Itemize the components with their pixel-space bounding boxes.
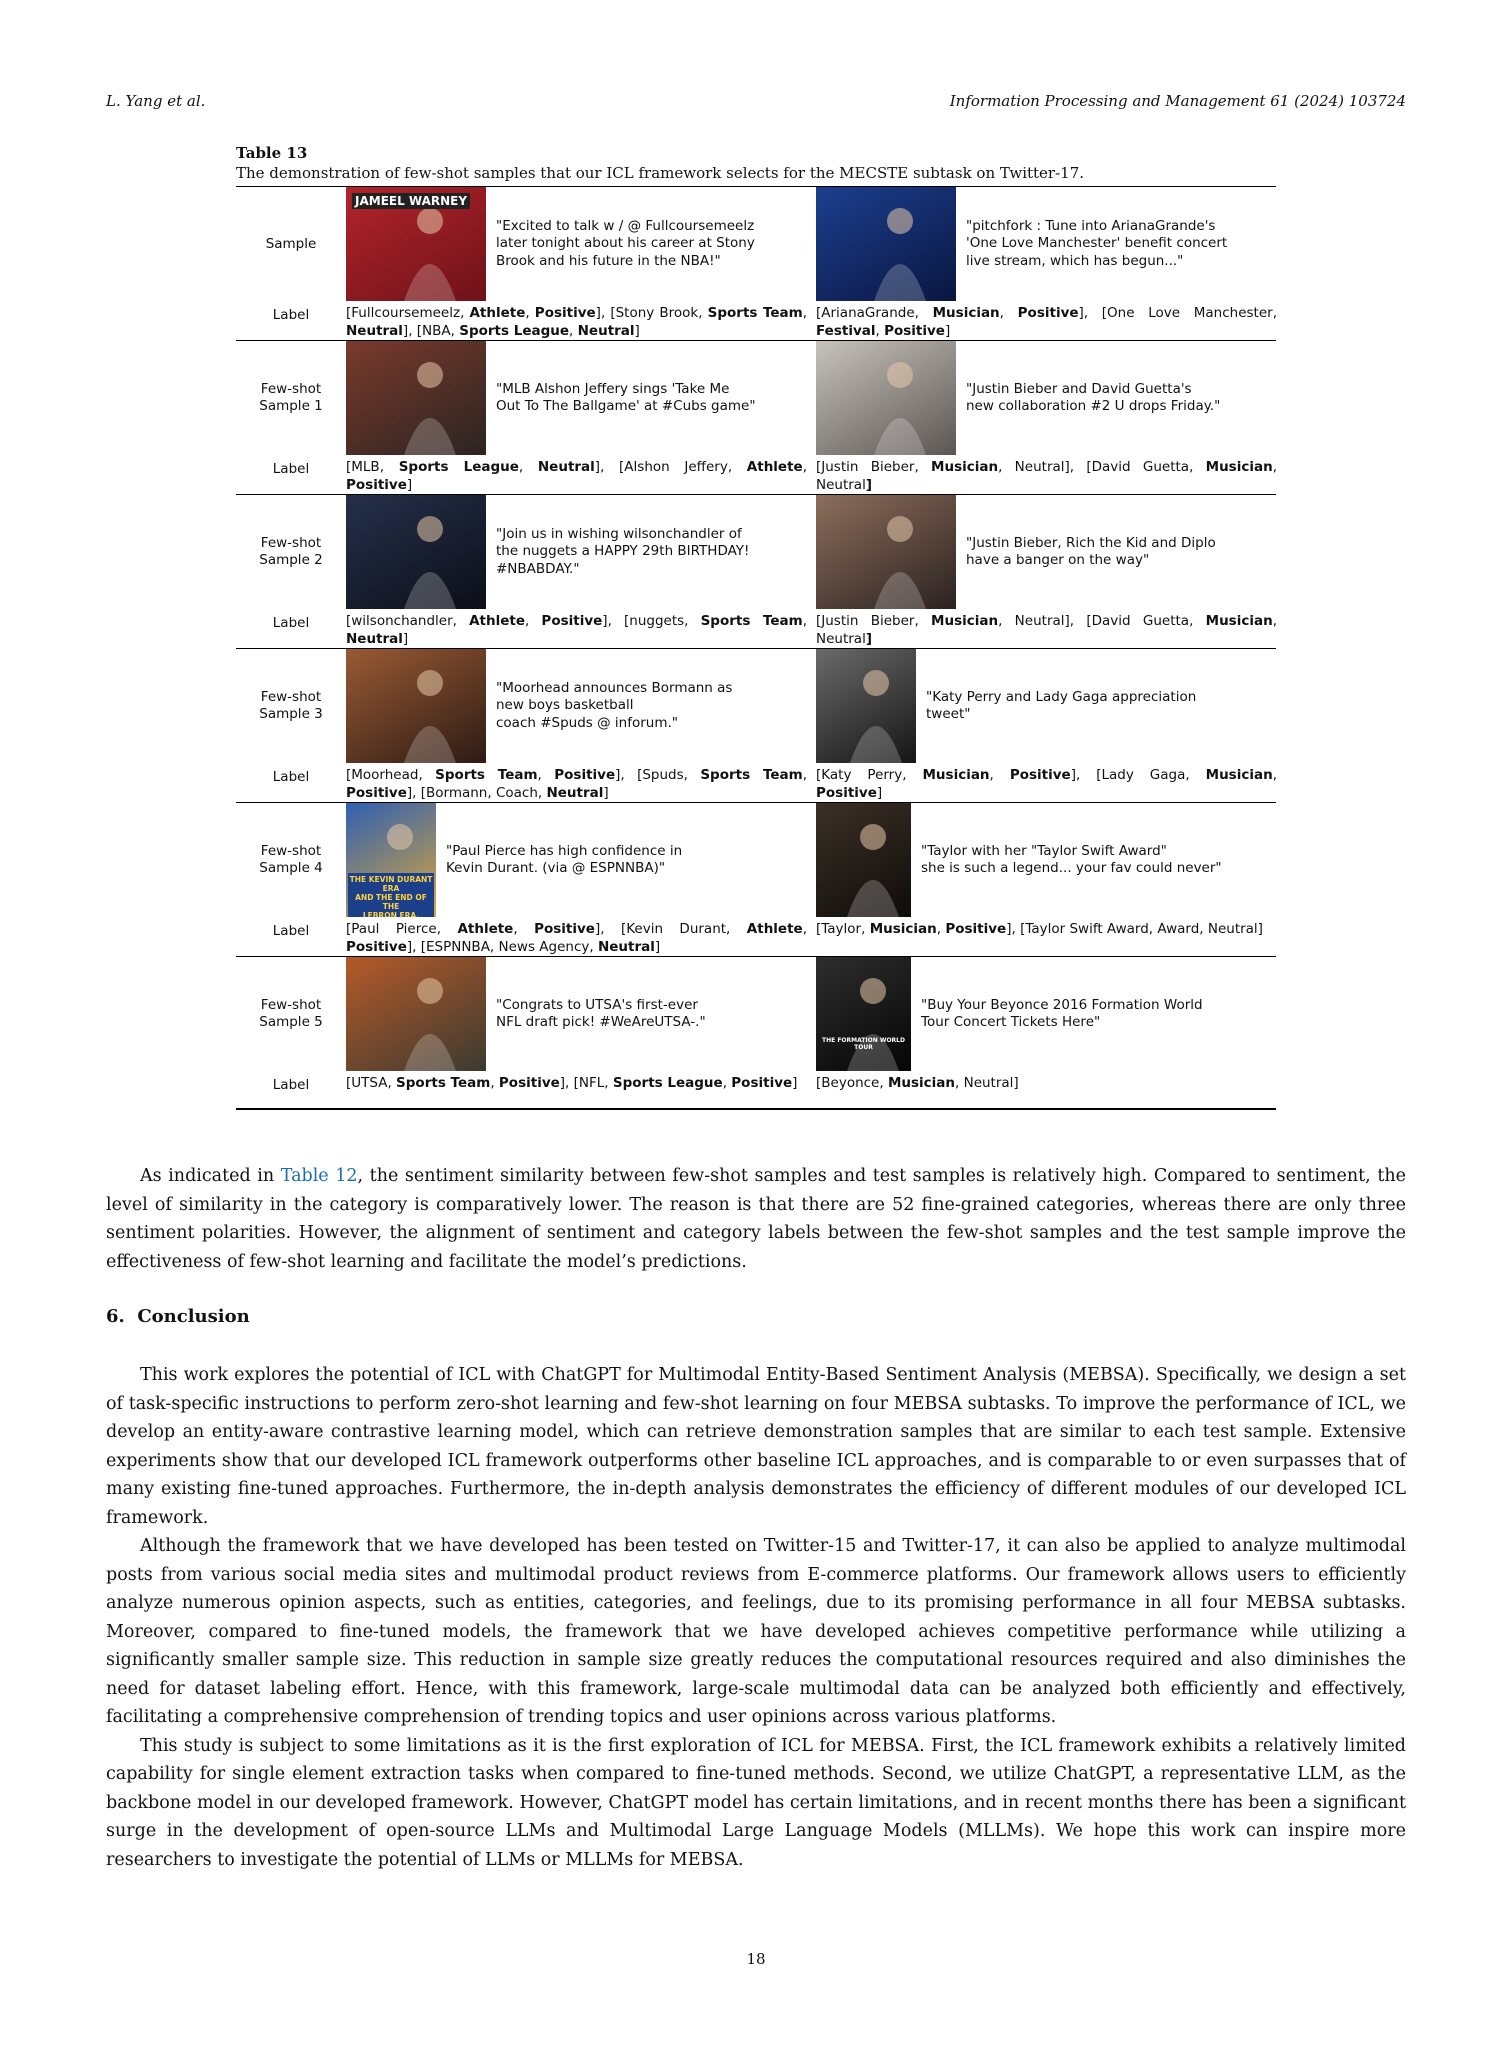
tweet-content: "Justin Bieber and David Guetta's new collaboration #2 U drops Friday."	[966, 380, 1221, 414]
tweet-content: "Moorhead announces Bormann as new boys basketball coach #Spuds @ inforum."	[496, 679, 733, 731]
running-head	[106, 92, 1406, 116]
sample-row	[236, 187, 1276, 301]
label-keyword: Positive	[884, 322, 945, 339]
label-segment: [Beyonce,	[816, 1075, 888, 1091]
label-keyword: Athlete	[469, 305, 526, 321]
label-segment: ], [Kevin Durant,	[594, 921, 747, 937]
label-keyword: Athlete	[746, 459, 803, 475]
photo-silhouette	[816, 649, 916, 763]
photo-silhouette	[346, 341, 486, 455]
photo-silhouette	[346, 649, 486, 763]
photo-silhouette	[816, 495, 956, 609]
singer-with-award-image	[816, 803, 911, 917]
label-segment: ]	[792, 1075, 798, 1091]
table-caption: The demonstration of few-shot samples that our ICL framework selects for the MECSTE subtask on Twitter-17.	[236, 164, 1085, 182]
row-head: Few-shot Sample 2	[259, 535, 323, 568]
label-segment: ], [NFL,	[559, 1075, 613, 1091]
conclusion-paragraph-2: Although the framework that we have developed has been tested on Twitter-15 and Twitter-17, it can also be applied to analyze multimodal posts from various social media sites and multimodal product reviews from E-commerce platforms. Our framework allows users to efficiently analyze numerous opinion aspects, such as entities, categories, and feelings, due to its promising performance in all four MEBSA subtasks. Moreover, compared to fine-tuned models, the framework that we have developed achieves competitive performance while utilizing a significantly smaller sample size. This reduction in sample size greatly reduces the computational resources required and also diminishes the need for dataset labeling effort. Hence, with this framework, large-scale multimodal data can be analyzed both efficiently and effectively, facilitating a comprehensive comprehension of trending topics and user opinions across various platforms.	[106, 1536, 1406, 1727]
concert-tour-poster-image	[816, 957, 911, 1071]
tweet-content: "MLB Alshon Jeffery sings 'Take Me Out To The Ballgame' at #Cubs game"	[496, 380, 756, 414]
label-row	[236, 301, 1276, 340]
photo-silhouette	[816, 803, 911, 917]
table-title: Table 13	[236, 144, 308, 162]
sample-cell-left	[346, 495, 811, 609]
para1-text-start: As indicated in	[140, 1166, 281, 1186]
label-keyword: Musician	[887, 1075, 956, 1091]
label-segment: ,	[802, 613, 807, 629]
photo-silhouette	[346, 957, 486, 1071]
tweet-content: "Justin Bieber, Rich the Kid and Diplo have a banger on the way"	[966, 534, 1216, 568]
label-head: Label	[272, 461, 310, 477]
label-keyword: Neutral	[346, 322, 403, 339]
label-head: Label	[272, 307, 310, 323]
tweet-text	[956, 495, 1281, 609]
paragraph-table-discussion	[106, 1162, 1406, 1276]
sample-row	[236, 649, 1276, 763]
row-head: Few-shot Sample 1	[259, 381, 323, 414]
three-musicians-collage-image	[816, 495, 956, 609]
label-keyword: Sports Team	[700, 767, 803, 783]
label-segment: ], [ESPNNBA, News Agency,	[406, 938, 598, 955]
tweet-content: "Taylor with her "Taylor Swift Award" she is such a legend... your fav could never"	[921, 842, 1222, 876]
running-head-authors: L. Yang et al.	[106, 92, 206, 110]
label-text-right	[816, 609, 1281, 648]
label-keyword: Neutral	[537, 459, 595, 475]
label-row	[236, 609, 1276, 648]
photo-silhouette	[816, 187, 956, 301]
label-keyword: Positive	[346, 784, 407, 801]
label-row	[236, 917, 1276, 956]
label-segment: [Justin Bieber,	[816, 613, 932, 629]
sample-cell-right	[816, 341, 1281, 455]
photo-silhouette	[816, 341, 956, 455]
label-keyword: Positive	[346, 938, 407, 955]
label-segment: ,	[802, 767, 807, 783]
label-keyword: Positive	[554, 767, 616, 783]
sample-cell-right	[816, 957, 1281, 1071]
label-text-right	[816, 455, 1281, 494]
label-segment: ]	[402, 630, 409, 647]
tweet-text	[436, 803, 811, 917]
tweet-content: "pitchfork : Tune into ArianaGrande's 'One Love Manchester' benefit concert live stream, which has begun..."	[966, 217, 1228, 269]
label-keyword: Athlete	[457, 921, 514, 937]
label-keyword: Positive	[346, 476, 407, 493]
conclusion-body	[106, 1361, 1406, 1874]
label-segment: , Neutral	[816, 459, 1277, 493]
singer-on-stage-image	[816, 187, 956, 301]
label-keyword: Athlete	[746, 921, 803, 937]
label-segment: [MLB,	[346, 459, 399, 475]
label-text-left	[346, 455, 811, 494]
label-segment: ], [Lady Gaga,	[1070, 767, 1206, 783]
label-segment: ,	[513, 921, 535, 937]
section-heading	[106, 1306, 250, 1327]
label-row	[236, 1071, 1276, 1108]
label-keyword: ]	[865, 630, 872, 647]
label-segment: ], [Taylor Swift Award, Award, Neutral]	[1006, 921, 1263, 937]
poster-tour-text: THE FORMATION WORLD TOUR	[822, 1037, 905, 1051]
poster-headline-line: THE KEVIN DURANT ERA	[349, 875, 433, 893]
label-keyword: Musician	[1205, 767, 1273, 783]
football-players-image	[346, 341, 486, 455]
row-head: Few-shot Sample 4	[259, 843, 323, 876]
label-keyword: ]	[865, 476, 872, 493]
conclusion-paragraph-3: This study is subject to some limitations as it is the first exploration of ICL for MEBSA. First, the ICL framework exhibits a relatively limited capability for single element extraction tasks when compared to fine-tuned methods. Second, we utilize ChatGPT, a representative LLM, as the backbone model in our developed framework. However, ChatGPT model has certain limitations, and in recent months there has been a significant surge in the development of open-source LLMs and Multimodal Large Language Models (MLLMs). We hope this work can inspire more researchers to investigate the potential of LLMs or MLLMs for MEBSA.	[106, 1735, 1406, 1870]
poster-headline-line: LEBRON ERA.	[362, 911, 420, 917]
label-segment: ], [nuggets,	[602, 613, 701, 629]
label-text-left	[346, 301, 811, 340]
label-keyword: Neutral	[346, 630, 403, 647]
label-segment: ,	[537, 767, 555, 783]
sample-cell-left	[346, 649, 811, 763]
tweet-text	[911, 803, 1281, 917]
label-keyword: Positive	[1017, 305, 1079, 321]
poster-headline-line: AND THE END OF THE	[355, 893, 427, 911]
label-head: Label	[272, 615, 310, 631]
label-text-right	[816, 301, 1281, 340]
label-keyword: Athlete	[469, 613, 525, 629]
sample-cell-right	[816, 803, 1281, 917]
label-text-left	[346, 1071, 811, 1108]
label-segment: ]	[876, 784, 883, 801]
label-keyword: Musician	[1205, 459, 1273, 475]
tweet-text	[486, 187, 811, 301]
label-segment: [Katy Perry,	[816, 767, 923, 783]
sample-cell-right	[816, 495, 1281, 609]
singer-with-microphone-image	[816, 341, 956, 455]
table-12-link[interactable]: Table 12	[280, 1166, 358, 1186]
label-text-left	[346, 609, 811, 648]
tweet-content: "Buy Your Beyonce 2016 Formation World Tour Concert Tickets Here"	[921, 996, 1203, 1030]
football-game-image	[346, 957, 486, 1071]
label-keyword: Neutral	[577, 322, 635, 339]
conclusion-paragraph-1: This work explores the potential of ICL with ChatGPT for Multimodal Entity-Based Sentiment Analysis (MEBSA). Specifically, we design a set of task-specific instructions to perform zero-shot learning and few-shot learning on four MEBSA subtasks. To improve the performance of ICL, we develop an entity-aware contrastive learning model, which can retrieve demonstration samples that are similar to each test sample. Extensive experiments show that our developed ICL framework outperforms other baseline ICL approaches, and is comparable to or even surpasses that of many existing fine-tuned approaches. Furthermore, the in-depth analysis demonstrates the efficiency of different modules of our developed ICL framework.	[106, 1365, 1406, 1528]
label-segment: ,	[524, 613, 542, 629]
table-group-1	[236, 341, 1276, 495]
sample-row	[236, 803, 1276, 917]
sample-row	[236, 957, 1276, 1071]
table-group-2	[236, 495, 1276, 649]
table-group-5	[236, 957, 1276, 1108]
label-segment: ], [Spuds,	[615, 767, 701, 783]
label-keyword: Musician	[869, 921, 937, 937]
sample-cell-left	[346, 187, 811, 301]
label-segment: ,	[875, 322, 885, 339]
table-group-3	[236, 649, 1276, 803]
poster-name-text: JAMEEL WARNEY	[352, 193, 470, 209]
label-segment: ,	[999, 305, 1018, 321]
label-keyword: Musician	[1205, 613, 1273, 629]
tweet-content: "Congrats to UTSA's first-ever NFL draft pick! #WeAreUTSA-."	[496, 996, 706, 1030]
label-keyword: Neutral	[597, 938, 655, 955]
label-head: Label	[272, 1077, 310, 1093]
label-text-right	[816, 917, 1281, 956]
sample-cell-left	[346, 957, 811, 1071]
tweet-text	[956, 341, 1281, 455]
photo-silhouette	[816, 957, 911, 1071]
label-row	[236, 763, 1276, 802]
label-segment: [Moorhead,	[346, 767, 436, 783]
label-segment: ]	[603, 784, 609, 801]
label-segment: ], [Stony Brook,	[595, 305, 708, 321]
label-segment: ], [One Love Manchester,	[1078, 305, 1277, 321]
label-segment: ,	[802, 921, 807, 937]
label-segment: , Neutral], [David Guetta,	[998, 613, 1206, 629]
tweet-text	[486, 957, 811, 1071]
tweet-text	[486, 495, 811, 609]
label-keyword: Sports League	[459, 322, 570, 339]
label-keyword: Positive	[541, 613, 603, 629]
page-number: 18	[746, 1950, 766, 1968]
label-row	[236, 455, 1276, 494]
label-segment: [UTSA,	[346, 1075, 397, 1091]
label-segment: ,	[936, 921, 946, 937]
section-title: Conclusion	[137, 1306, 250, 1327]
para1-text-end: , the sentiment similarity between few-shot samples and test samples is relatively high. Compared to sentiment, the level of similarity in the category is comparatively lower. The reason is that there are 52 fine-grained categories, whereas there are only three sentiment polarities. However, the alignment of sentiment and category labels between the few-shot samples and the test sample improve the effectiveness of few-shot learning and facilitate the model’s predictions.	[106, 1166, 1406, 1272]
label-segment: [ArianaGrande,	[816, 305, 933, 321]
table-group-0	[236, 187, 1276, 341]
label-keyword: Festival	[816, 322, 876, 339]
label-segment: ,	[518, 459, 538, 475]
basketball-player-poster-image	[346, 187, 486, 301]
label-keyword: Positive	[731, 1075, 793, 1091]
label-keyword: Musician	[922, 767, 990, 783]
label-segment: ,	[722, 1075, 732, 1091]
sample-row	[236, 495, 1276, 609]
label-segment: ,	[569, 322, 578, 339]
basketball-game-image	[346, 495, 486, 609]
label-segment: ,	[802, 305, 807, 321]
label-segment: [Taylor,	[816, 921, 870, 937]
poster-headline	[348, 873, 434, 917]
label-keyword: Neutral	[546, 784, 604, 801]
label-keyword: Positive	[1009, 767, 1071, 783]
sample-cell-right	[816, 649, 1281, 763]
label-keyword: Musician	[932, 305, 1000, 321]
label-segment: , Neutral]	[955, 1075, 1019, 1091]
label-segment: ], [NBA,	[402, 322, 460, 339]
tweet-text	[486, 341, 811, 455]
label-keyword: Musician	[931, 459, 999, 475]
tweet-text	[911, 957, 1281, 1071]
black-and-white-photo-grid-image	[816, 649, 916, 763]
label-keyword: Sports Team	[707, 305, 803, 321]
row-head: Few-shot Sample 3	[259, 689, 323, 722]
label-segment: [Paul Pierce,	[346, 921, 458, 937]
label-head: Label	[272, 923, 310, 939]
row-head: Few-shot Sample 5	[259, 997, 323, 1030]
label-segment: ,	[1272, 767, 1277, 783]
tweet-content: "Excited to talk w / @ Fullcoursemeelz later tonight about his career at Stony Brook and his future in the NBA!"	[496, 217, 755, 269]
label-segment: , Neutral	[816, 613, 1277, 647]
label-keyword: Positive	[945, 921, 1007, 937]
row-head: Sample	[265, 235, 317, 252]
running-head-journal: Information Processing and Management 61 (2024) 103724	[949, 92, 1406, 110]
tweet-text	[956, 187, 1281, 301]
section-number: 6.	[106, 1306, 125, 1327]
label-keyword: Sports Team	[700, 613, 803, 629]
label-text-right	[816, 1071, 1281, 1108]
label-keyword: Sports League	[398, 459, 519, 475]
sample-cell-left	[346, 803, 811, 917]
label-keyword: Positive	[498, 1075, 560, 1091]
label-segment: ], [Bormann, Coach,	[406, 784, 547, 801]
label-text-left	[346, 917, 811, 956]
label-keyword: Sports Team	[396, 1075, 491, 1091]
label-keyword: Positive	[816, 784, 877, 801]
label-segment: ,	[989, 767, 1010, 783]
label-segment: ]	[944, 322, 951, 339]
label-segment: [Fullcoursemeelz,	[346, 305, 470, 321]
label-segment: [Justin Bieber,	[816, 459, 932, 475]
label-keyword: Positive	[534, 305, 596, 321]
label-segment: ]	[634, 322, 640, 339]
label-segment: ]	[654, 938, 661, 955]
label-keyword: Sports League	[612, 1075, 723, 1091]
label-segment: ], [Alshon Jeffery,	[594, 459, 747, 475]
tweet-text	[486, 649, 811, 763]
table-body	[236, 186, 1276, 1110]
table-group-4	[236, 803, 1276, 957]
tweet-content: "Katy Perry and Lady Gaga appreciation tweet"	[926, 688, 1197, 722]
label-segment: ,	[490, 1075, 499, 1091]
sample-cell-right	[816, 187, 1281, 301]
label-text-left	[346, 763, 811, 802]
table-13	[236, 143, 1276, 1110]
label-keyword: Sports Team	[435, 767, 538, 783]
label-segment: ,	[802, 459, 807, 475]
tweet-content: "Join us in wishing wilsonchandler of the nuggets a HAPPY 29th BIRTHDAY! #NBABDAY."	[496, 525, 750, 577]
coach-courtside-image	[346, 649, 486, 763]
sample-cell-left	[346, 341, 811, 455]
tweet-content: "Paul Pierce has high confidence in Kevin Durant. (via @ ESPNNBA)"	[446, 842, 683, 876]
label-segment: [wilsonchandler,	[346, 613, 470, 629]
photo-silhouette	[346, 495, 486, 609]
label-head: Label	[272, 769, 310, 785]
tweet-text	[916, 649, 1281, 763]
sample-row	[236, 341, 1276, 455]
label-text-right	[816, 763, 1281, 802]
label-segment: ,	[525, 305, 535, 321]
basketball-poster-image	[346, 803, 436, 917]
label-segment: , Neutral], [David Guetta,	[998, 459, 1206, 475]
label-keyword: Positive	[534, 921, 595, 937]
label-keyword: Musician	[931, 613, 999, 629]
label-segment: ]	[406, 476, 413, 493]
